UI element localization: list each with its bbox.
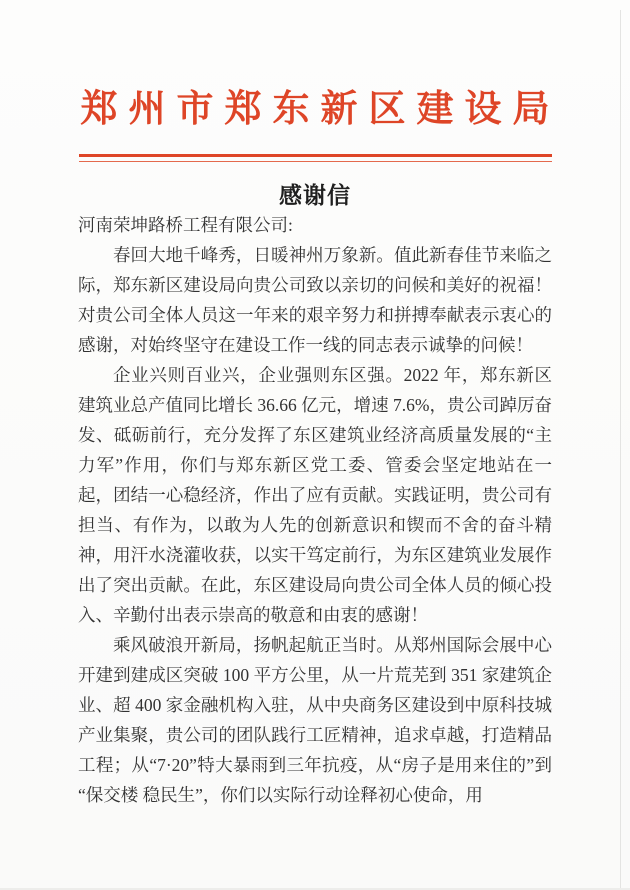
scan-edge-artifact-right: [620, 10, 621, 890]
paragraph-achievements: 企业兴则百业兴，企业强则东区强。2022 年，郑东新区建筑业总产值同比增长 36.66 亿元，增速 7.6%，贵公司踔厉奋发、砥砺前行，充分发挥了东区建筑业经济高质量发展的“主力军”作用，你们与郑东新区党工委、管委会坚定地站在一起，团结一心稳经济，作出了应有贡献。实践证明，贵公司有担当、有作为，以敢为人先的创新意识和锲而不舍的奋斗精神，用汗水浇灌收获，以实干笃定前行，为东区建筑业发展作出了突出贡献。在此，东区建设局向贵公司全体人员的倾心投入、辛勤付出表示崇高的敬意和由衷的感谢！: [78, 365, 552, 625]
salutation-line: 河南荣坤路桥工程有限公司:: [78, 215, 293, 235]
letterhead-rule-thin: [79, 161, 552, 162]
letterhead-org-name: 郑州市郑东新区建设局: [80, 89, 561, 130]
letter-title: 感谢信: [279, 183, 351, 208]
paragraph-outlook: 乘风破浪开新局，扬帆起航正当时。从郑州国际会展中心开建到建成区突破 100 平方公里，从一片荒芜到 351 家建筑企业、超 400 家金融机构入驻，从中央商务区建设到中原科技城产业集聚，贵公司的团队践行工匠精神，追求卓越，打造精品工程；从“7·20”特大暴雨到三年抗疫，从“房子是用来住的”到“保交楼 稳民生”，你们以实际行动诠释初心使命，用: [78, 635, 552, 805]
letter-body: [78, 182, 552, 810]
paragraph-greeting: 春回大地千峰秀，日暖神州万象新。值此新春佳节来临之际，郑东新区建设局向贵公司致以亲切的问候和美好的祝福！对贵公司全体人员这一年来的艰辛努力和拼搏奉献表示衷心的感谢，对始终坚守在建设工作一线的同志表示诚挚的问候！: [78, 245, 552, 355]
letterhead-rule-thick: [79, 154, 552, 157]
letterhead: [0, 86, 630, 162]
